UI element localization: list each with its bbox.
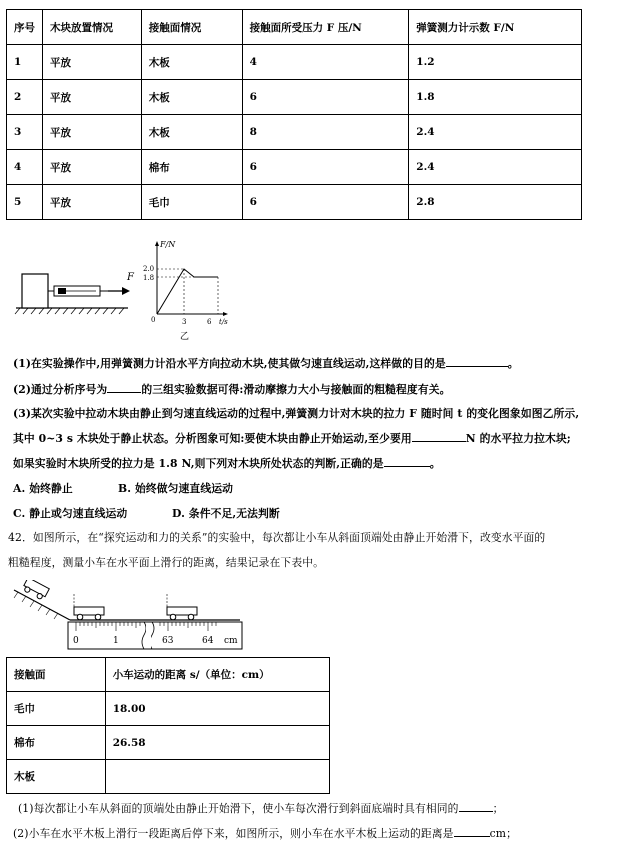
graph-x-label: t/s [219, 318, 228, 326]
table-row [7, 185, 582, 220]
table-cell: 1 [7, 45, 43, 80]
answer-blank[interactable] [459, 802, 493, 812]
table-row [7, 760, 330, 794]
distance-table [6, 657, 330, 794]
ruler [68, 622, 242, 649]
answer-blank[interactable] [446, 357, 508, 367]
table-header-cell: 接触面所受压力 F 压/N [242, 10, 409, 45]
graph-y-label: F/N [160, 240, 176, 249]
cart-stopped [167, 607, 197, 620]
table-header-cell: 小车运动的距离 s/（单位：cm） [105, 658, 329, 692]
table-cell: 棉布 [7, 726, 106, 760]
question-42-sub-2: (2)小车在水平木板上滑行一段距离后停下来，如图所示，则小车在水平木板上运动的距离是 cm； [13, 827, 517, 840]
table-cell: 6 [242, 80, 409, 115]
force-label: F [127, 272, 134, 283]
question-3-line: (3)某次实验中拉动木块由静止到匀速直线运动的过程中,弹簧测力计对木块的拉力 F 随时间 t 的变化图象如图乙所示, [13, 407, 580, 420]
table-cell: 毛巾 [141, 185, 242, 220]
table-cell: 6 [242, 150, 409, 185]
ruler-label: 0 [73, 636, 79, 646]
answer-blank[interactable] [384, 457, 430, 467]
table-cell: 平放 [42, 45, 141, 80]
ramp-cart-figure [10, 580, 260, 652]
force-time-graph [143, 240, 228, 342]
apparatus-drawing [15, 272, 135, 314]
option-a[interactable]: A. 始终静止 [13, 482, 73, 495]
table-header-cell: 序号 [7, 10, 43, 45]
table-header-cell: 接触面情况 [141, 10, 242, 45]
table-row [7, 726, 330, 760]
table-cell: 毛巾 [7, 692, 106, 726]
table-cell: 1.2 [409, 45, 582, 80]
table-header-cell: 弹簧测力计示数 F/N [409, 10, 582, 45]
table-cell: 1.8 [409, 80, 582, 115]
question-42-line: 42．如图所示，在“探究运动和力的关系”的实验中，每次都让小车从斜面顶端处由静止开始滑下，改变水平面的 [8, 531, 546, 544]
question-1-line: (1)在实验操作中,用弹簧测力计沿水平方向拉动木块,使其做匀速直线运动,这样做的目的是 。 [13, 357, 519, 370]
table-cell: 平放 [42, 80, 141, 115]
table-row [7, 692, 330, 726]
question-42-sub-1: (1)每次都让小车从斜面的顶端处由静止开始滑下，使小车每次滑行到斜面底端时具有相同的 ； [18, 802, 504, 815]
table-row [7, 45, 582, 80]
ruler-label: 64 [202, 636, 214, 646]
table-cell: 木板 [141, 80, 242, 115]
table-cell: 平放 [42, 115, 141, 150]
table-header-cell: 木块放置情况 [42, 10, 141, 45]
answer-blank[interactable] [412, 432, 466, 442]
graph-x-tick: 3 [182, 318, 187, 326]
table-cell: 18.00 [105, 692, 329, 726]
graph-y-tick: 1.8 [143, 274, 155, 282]
graph-y-tick: 2.0 [143, 265, 155, 273]
table-cell: 平放 [42, 185, 141, 220]
ruler-label: cm [224, 636, 238, 646]
figure-caption: 乙 [180, 332, 190, 342]
question-42-line: 粗糙程度，测量小车在水平面上滑行的距离，结果记录在下表中。 [8, 556, 325, 569]
experiment-table [6, 9, 582, 220]
ruler-label: 63 [162, 636, 174, 646]
table-cell: 2.4 [409, 150, 582, 185]
question-3-line: 如果实验时木块所受的拉力是 1.8 N,则下列对木块所处状态的判断,正确的是 。 [13, 457, 441, 470]
table-cell: 5 [7, 185, 43, 220]
table-cell: 木板 [141, 115, 242, 150]
table-cell: 3 [7, 115, 43, 150]
option-d[interactable]: D. 条件不足,无法判断 [172, 507, 280, 520]
table-header-row [7, 658, 330, 692]
force-curve [157, 269, 218, 314]
wooden-block [22, 274, 48, 308]
table-row [7, 150, 582, 185]
table-cell: 2.4 [409, 115, 582, 150]
table-cell: 木板 [7, 760, 106, 794]
question-2-line: (2)通过分析序号为 的三组实验数据可得:滑动摩擦力大小与接触面的粗糙程度有关。 [13, 383, 451, 396]
option-c[interactable]: C. 静止或匀速直线运动 [13, 507, 128, 520]
answer-blank[interactable] [107, 383, 141, 393]
table-cell: 4 [7, 150, 43, 185]
table-cell: 平放 [42, 150, 141, 185]
table-cell: 棉布 [141, 150, 242, 185]
graph-x-tick: 6 [207, 318, 212, 326]
table-cell: 26.58 [105, 726, 329, 760]
question-3-line: 其中 0~3 s 木块处于静止状态。分析图象可知:要使木块由静止开始运动,至少要用 N 的水平拉力拉木块; [13, 432, 571, 445]
answer-blank[interactable] [454, 827, 490, 837]
table-cell: 2 [7, 80, 43, 115]
table-cell: 2.8 [409, 185, 582, 220]
table-cell[interactable] [105, 760, 329, 794]
table-header-cell: 接触面 [7, 658, 106, 692]
table-cell: 4 [242, 45, 409, 80]
friction-apparatus-figure [10, 238, 260, 342]
ruler-label: 1 [113, 636, 119, 646]
table-cell: 6 [242, 185, 409, 220]
table-cell: 8 [242, 115, 409, 150]
cart-on-ramp [22, 580, 50, 601]
table-row [7, 115, 582, 150]
cart-start [74, 607, 104, 620]
table-cell: 木板 [141, 45, 242, 80]
option-b[interactable]: B. 始终做匀速直线运动 [118, 482, 234, 495]
table-header-row [7, 10, 582, 45]
graph-x-tick: 0 [151, 316, 156, 324]
table-row [7, 80, 582, 115]
